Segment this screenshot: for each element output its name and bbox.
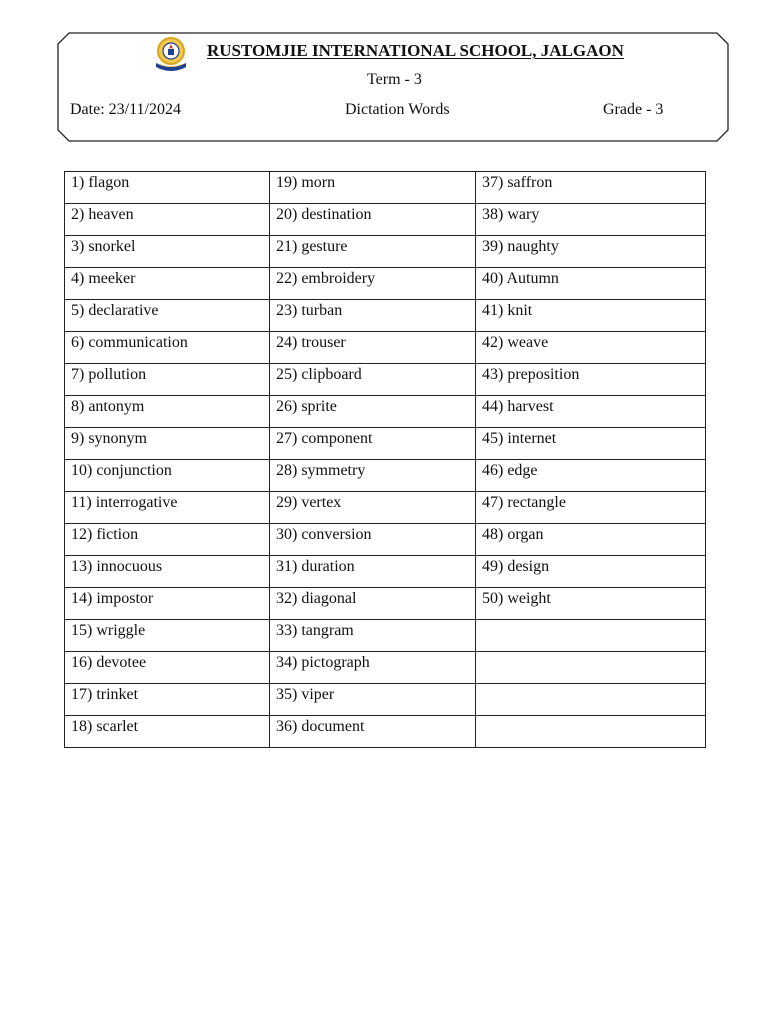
word-cell [476,588,706,620]
table-row [65,332,706,364]
word-entry: 3) snorkel [71,238,136,255]
table-row [65,364,706,396]
word-cell [476,524,706,556]
word-entry: 17) trinket [71,686,139,703]
word-cell [270,364,476,396]
word-entry: 26) sprite [276,398,337,415]
word-cell [65,332,270,364]
word-entry: 47) rectangle [482,494,566,511]
word-cell [476,364,706,396]
word-cell [65,428,270,460]
word-cell [476,684,706,716]
table-row [65,684,706,716]
word-cell [270,492,476,524]
table-row [65,204,706,236]
word-entry: 12) fiction [71,526,139,543]
word-cell [65,524,270,556]
word-cell [270,524,476,556]
word-entry: 30) conversion [276,526,372,543]
word-cell [270,236,476,268]
word-entry: 14) impostor [71,590,154,607]
word-cell [65,492,270,524]
table-row [65,492,706,524]
word-entry: 6) communication [71,334,188,351]
word-entry: 38) wary [482,206,540,223]
word-cell [476,396,706,428]
word-entry: 9) synonym [71,430,147,447]
date-label: Date: 23/11/2024 [70,101,181,118]
school-crest-icon [152,35,190,73]
word-cell [476,460,706,492]
word-cell [65,556,270,588]
word-cell [476,172,706,204]
word-cell [65,364,270,396]
word-entry: 21) gesture [276,238,348,255]
word-cell [65,716,270,748]
table-row [65,716,706,748]
word-cell [476,492,706,524]
table-row [65,460,706,492]
word-cell [65,172,270,204]
word-cell [270,652,476,684]
word-cell [270,620,476,652]
word-entry: 39) naughty [482,238,559,255]
word-cell [476,716,706,748]
table-row [65,524,706,556]
word-cell [270,588,476,620]
table-row [65,300,706,332]
grade-label: Grade - 3 [603,101,664,118]
word-entry: 40) Autumn [482,270,559,287]
word-cell [270,684,476,716]
word-entry: 36) document [276,718,365,735]
word-entry: 7) pollution [71,366,147,383]
term-label: Term - 3 [367,71,422,88]
word-entry: 10) conjunction [71,462,172,479]
word-entry: 1) flagon [71,174,130,191]
word-entry: 25) clipboard [276,366,362,383]
word-cell [270,172,476,204]
word-cell [476,204,706,236]
word-entry: 37) saffron [482,174,553,191]
word-entry: 50) weight [482,590,551,607]
word-cell [270,268,476,300]
word-cell [270,332,476,364]
word-entry: 4) meeker [71,270,136,287]
word-entry: 15) wriggle [71,622,146,639]
word-entry: 2) heaven [71,206,134,223]
word-entry: 31) duration [276,558,355,575]
words-table-body [65,172,706,748]
word-entry: 16) devotee [71,654,147,671]
table-row [65,236,706,268]
word-cell [476,268,706,300]
word-entry: 35) viper [276,686,335,703]
word-cell [476,332,706,364]
table-row [65,268,706,300]
word-cell [270,396,476,428]
word-cell [476,428,706,460]
word-entry: 27) component [276,430,373,447]
word-cell [65,396,270,428]
word-cell [476,620,706,652]
word-cell [476,300,706,332]
word-cell [65,300,270,332]
word-cell [65,684,270,716]
word-cell [270,204,476,236]
word-entry: 24) trouser [276,334,346,351]
word-cell [65,268,270,300]
word-entry: 28) symmetry [276,462,366,479]
subject-title: Dictation Words [345,101,450,118]
table-row [65,588,706,620]
word-entry: 41) knit [482,302,533,319]
word-entry: 42) weave [482,334,549,351]
word-entry: 33) tangram [276,622,354,639]
table-row [65,172,706,204]
word-cell [65,652,270,684]
word-entry: 45) internet [482,430,557,447]
word-entry: 32) diagonal [276,590,357,607]
word-entry: 20) destination [276,206,372,223]
word-cell [270,716,476,748]
word-entry: 13) innocuous [71,558,163,575]
header-box [57,32,729,142]
word-entry: 11) interrogative [71,494,178,511]
word-cell [65,620,270,652]
word-cell [65,588,270,620]
word-cell [270,556,476,588]
word-entry: 34) pictograph [276,654,370,671]
word-cell [65,204,270,236]
word-cell [270,460,476,492]
word-cell [65,460,270,492]
word-cell [270,300,476,332]
word-entry: 19) morn [276,174,336,191]
word-entry: 44) harvest [482,398,554,415]
word-entry: 29) vertex [276,494,342,511]
table-row [65,396,706,428]
table-row [65,556,706,588]
word-entry: 22) embroidery [276,270,376,287]
word-entry: 49) design [482,558,550,575]
word-entry: 46) edge [482,462,538,479]
word-cell [476,236,706,268]
dictation-words-table [64,171,706,748]
word-entry: 23) turban [276,302,343,319]
table-row [65,652,706,684]
school-name: RUSTOMJIE INTERNATIONAL SCHOOL, JALGAON [207,41,624,60]
word-cell [476,556,706,588]
word-entry: 48) organ [482,526,544,543]
table-row [65,620,706,652]
word-entry: 5) declarative [71,302,159,319]
word-cell [476,652,706,684]
word-cell [270,428,476,460]
word-cell [65,236,270,268]
word-entry: 43) preposition [482,366,580,383]
word-entry: 18) scarlet [71,718,139,735]
word-entry: 8) antonym [71,398,145,415]
table-row [65,428,706,460]
